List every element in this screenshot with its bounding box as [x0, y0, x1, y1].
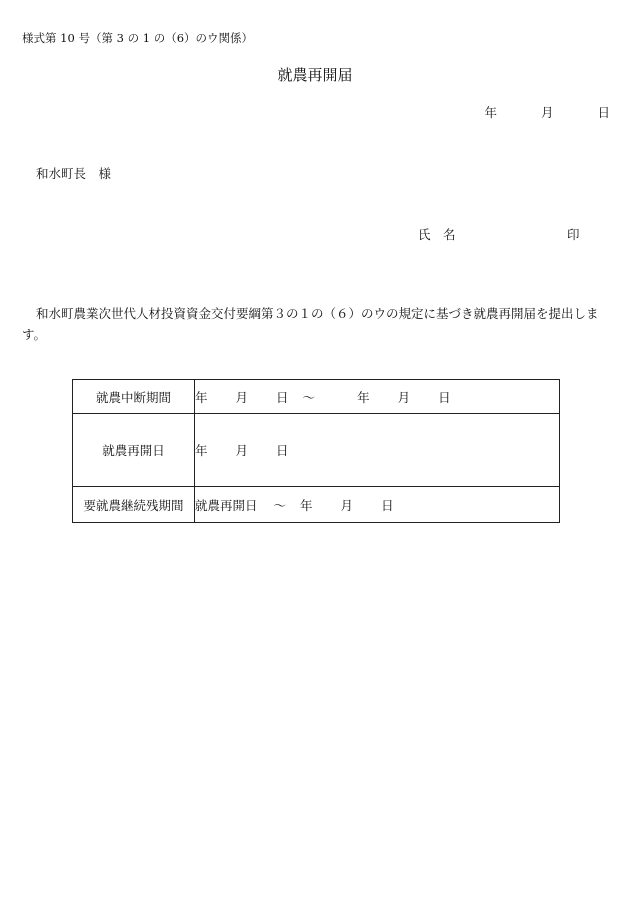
date-range-start: 年 月 日 — [195, 389, 289, 405]
date-year-label: 年 — [484, 105, 497, 120]
form-number: 様式第 10 号（第 3 の 1 の（6）のウ関係） — [22, 31, 254, 45]
resumption-date-ref: 就農再開日 — [195, 497, 258, 513]
info-table — [72, 379, 560, 523]
suspension-period-label: 就農中断期間 — [73, 380, 195, 414]
range-tilde: ～ — [302, 389, 316, 405]
body-text: 和水町農業次世代人材投資資金交付要綱第３の１の（６）のウの規定に基づき就農再開届を提出します。 — [22, 306, 599, 342]
range-tilde: ～ — [273, 497, 287, 513]
remaining-period-label: 要就農継続残期間 — [73, 487, 195, 523]
applicant-name-label: 氏 名 — [418, 227, 456, 242]
date-month-label: 月 — [540, 105, 554, 120]
resumption-date-label: 就農再開日 — [73, 414, 195, 487]
submission-date — [484, 103, 610, 121]
document-title: 就農再開届 — [277, 66, 353, 84]
table-row — [73, 380, 560, 414]
applicant-name-line — [418, 225, 456, 243]
table-row — [73, 487, 560, 523]
resumption-date-value: 年 月 日 — [195, 414, 560, 487]
suspension-period-value — [195, 380, 560, 414]
recipient: 和水町長 様 — [36, 166, 112, 181]
remaining-period-value: 就農再開日 ～ 年 月 日 — [195, 487, 560, 523]
date-range-end: 年 月 日 — [357, 389, 451, 405]
date-day-label: 日 — [597, 105, 610, 120]
seal-label: 印 — [567, 227, 580, 242]
table-row — [73, 414, 560, 487]
